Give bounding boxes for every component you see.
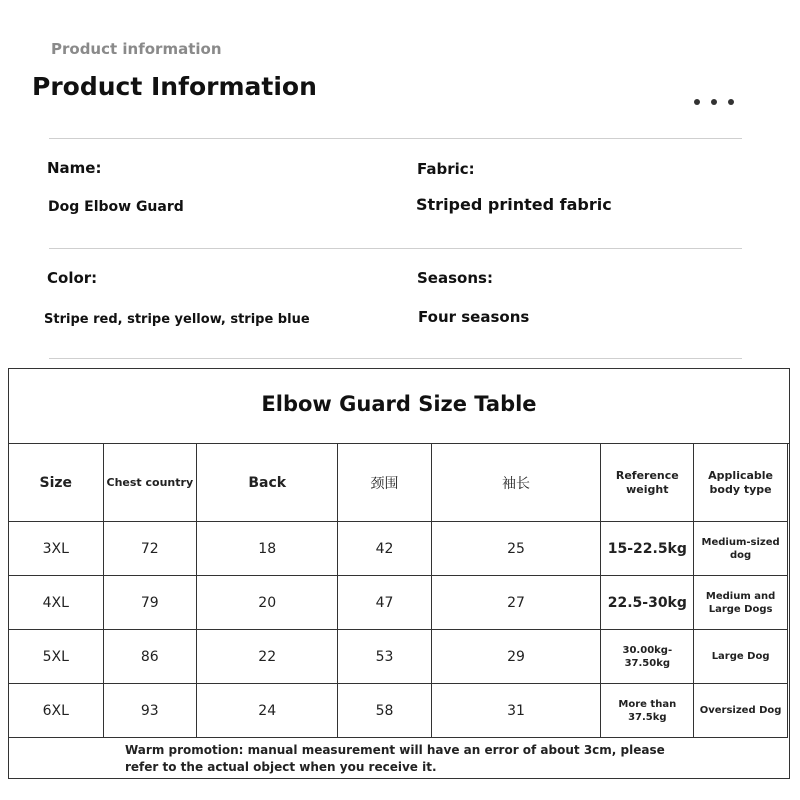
fabric-label: Fabric: bbox=[417, 160, 475, 178]
cell-size: 6XL bbox=[9, 684, 104, 738]
cell-weight: 30.00kg-37.50kg bbox=[601, 630, 694, 684]
cell-body-type: Oversized Dog bbox=[694, 684, 788, 738]
cell-size: 4XL bbox=[9, 576, 104, 630]
divider-top bbox=[49, 138, 742, 139]
cell-sleeve: 29 bbox=[431, 630, 601, 684]
cell-weight: 15-22.5kg bbox=[601, 522, 694, 576]
cell-weight: More than 37.5kg bbox=[601, 684, 694, 738]
cell-neck: 53 bbox=[338, 630, 431, 684]
cell-chest: 93 bbox=[103, 684, 197, 738]
size-table-box bbox=[8, 368, 790, 779]
cell-body-type: Large Dog bbox=[694, 630, 788, 684]
header-back: Back bbox=[197, 444, 338, 522]
divider-bottom bbox=[49, 358, 742, 359]
cell-chest: 72 bbox=[103, 522, 197, 576]
seasons-label: Seasons: bbox=[417, 269, 493, 287]
size-table-header-row bbox=[9, 444, 788, 522]
cell-chest: 79 bbox=[103, 576, 197, 630]
table-row bbox=[9, 576, 788, 630]
header-neck: 颈围 bbox=[338, 444, 431, 522]
cell-chest: 86 bbox=[103, 630, 197, 684]
name-label: Name: bbox=[47, 159, 102, 177]
cell-size: 3XL bbox=[9, 522, 104, 576]
table-row bbox=[9, 522, 788, 576]
measurement-note: Warm promotion: manual measurement will have an error of about 3cm, please refer to the actual object when you receive it. bbox=[125, 743, 665, 774]
cell-neck: 47 bbox=[338, 576, 431, 630]
cell-size: 5XL bbox=[9, 630, 104, 684]
seasons-value: Four seasons bbox=[418, 308, 530, 326]
cell-neck: 42 bbox=[338, 522, 431, 576]
header-body-type: Applicable body type bbox=[694, 444, 788, 522]
cell-body-type: Medium and Large Dogs bbox=[694, 576, 788, 630]
page-subtitle: Product information bbox=[51, 40, 222, 58]
divider-middle bbox=[49, 248, 742, 249]
cell-neck: 58 bbox=[338, 684, 431, 738]
cell-sleeve: 25 bbox=[431, 522, 601, 576]
color-value: Stripe red, stripe yellow, stripe blue bbox=[44, 312, 310, 327]
header-size: Size bbox=[9, 444, 104, 522]
size-table bbox=[8, 443, 788, 738]
cell-sleeve: 27 bbox=[431, 576, 601, 630]
name-value: Dog Elbow Guard bbox=[48, 199, 184, 215]
table-row bbox=[9, 684, 788, 738]
fabric-value: Striped printed fabric bbox=[416, 195, 612, 214]
cell-sleeve: 31 bbox=[431, 684, 601, 738]
color-label: Color: bbox=[47, 269, 98, 287]
table-row bbox=[9, 630, 788, 684]
cell-weight: 22.5-30kg bbox=[601, 576, 694, 630]
header-chest: Chest country bbox=[103, 444, 197, 522]
header-weight: Reference weight bbox=[601, 444, 694, 522]
cell-back: 20 bbox=[197, 576, 338, 630]
size-table-title: Elbow Guard Size Table bbox=[9, 369, 789, 444]
cell-back: 24 bbox=[197, 684, 338, 738]
cell-back: 22 bbox=[197, 630, 338, 684]
header-sleeve: 袖长 bbox=[431, 444, 601, 522]
cell-body-type: Medium-sized dog bbox=[694, 522, 788, 576]
page-title: Product Information bbox=[32, 72, 317, 101]
cell-back: 18 bbox=[197, 522, 338, 576]
more-dots-icon bbox=[694, 99, 734, 105]
